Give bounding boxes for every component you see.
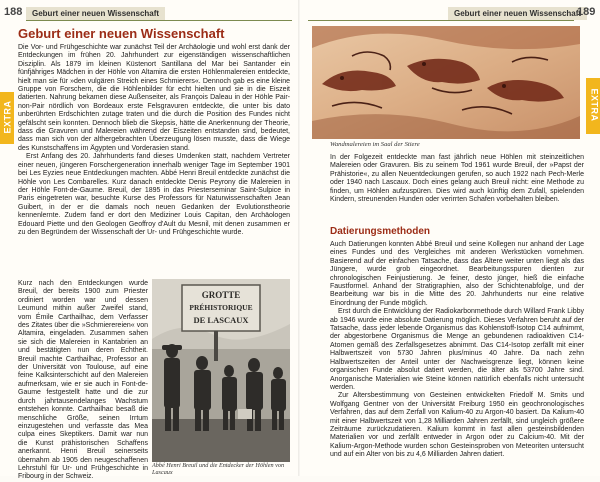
left-extra-tab (0, 92, 14, 144)
photo-illustration (152, 279, 290, 462)
sign-line-1: GROTTE (201, 290, 241, 300)
section-heading-datierungsmethoden: Datierungsmethoden (330, 226, 431, 237)
right-paragraph-2: Auch Datierungen konnten Abbé Breuil und seine Kollegen nur anhand der Lage eines Fundes und des Vergleiches mit anderen Werkstücken vornehmen. Basierend auf der einfachen Tatsache, dass das Ältere weiter unten liegt als das Jüngere, wurde grob eingeordnet. Bearbeitungsspuren dienten zur chronologischen Feinjustierung. Je feiner, desto jünger, hieß die einfache Faustformel. Anhand der Stratigraphien, also der Schichtenabfolge, und der Bearbeitung war bis in die Mitte des 20. Jahrhunderts nur eine relative Einordnung der Funde möglich. (330, 241, 584, 307)
right-paragraph-1: In der Folgezeit entdeckte man fast jährlich neue Höhlen mit steinzeitlichen Malereien oder Gravuren. Bis zu seinem Tod 1961 wurde Breuil, der »Papst der Prähistorie«, zu allen Neuentdeckungen gerufen, so auch 1922 nach Pech-Merle oder 1940 nach Lascaux. Doch eines gelang auch Breuil nicht: eine Methode zu finden, um Höhlen aufzuspüren. Dies wird auch künftig dem Zufall, spielenden Kindern, streunenden Hunden oder verirrten Schafen vorbehalten bleiben. (330, 154, 584, 204)
page-title: Geburt einer neuen Wissenschaft (18, 26, 225, 41)
left-header-label: Geburt einer neuen Wissenschaft (26, 7, 165, 20)
right-extra-tab (586, 78, 600, 134)
right-extra-tab-label: EXTRA (589, 88, 600, 122)
right-paragraph-4: Zur Altersbestimmung von Gesteinen entwickelten Friedolf M. Smits und Wolfgang Gentner von der Universität Freiburg 1950 ein geochronologisches Verfahren, das auf dem Zerfall von Kalium-40 zu Argon-40 basiert. Da Kalium-40 mit einer Halbwertszeit von 1,28 Milliarden Jahren zerfällt, sind ungleich größere Zeiträume zurückzudatieren. Kalium kommt in fast allen gesteinsbildenden Materialien vor und zerfällt entweder in Argon oder zu Calcium-40. Mit der Kalium-Argon-Methode wurden schon Gesteinsproben von Meteoriten untersucht und auf ein Alter von bis zu 4,6 Milliarden Jahren datiert. (330, 392, 584, 459)
cave-image-caption: Wandmalereien im Saal der Stiere (330, 141, 420, 148)
left-paragraph-1: Die Vor- und Frühgeschichte war zunächst Teil der Archäologie und wohl erst dank der Entdeckungen im frühen 20. Jahrhundert zur eigenständigen wissenschaftlichen Disziplin. Als 1879 im kleinen Küstenort Santillana del Mar bei Santander ein fünfjähriges Mädchen in der Höhle von Altamira die ersten Höhlenmalereien entdeckte, hielt man sie für »den vulgären Streich eines Schmierers«. Dennoch gab es eine kleine Gruppe von Forschern, die die Höhlenbilder für echt hielten und sie in die Eiszeit datierten. Nahrung bekamen diese Außenseiter, als François Daleau in der Höhle Pair-non-Pair nördlich von Bordeaux erste Felsgravuren entdeckte, die unter bis dato unberührten Erdschichten zutage traten und die durch die Position des Fundes nicht gefälscht sein konnten. Dennoch blieb die Skepsis, hätte die Anerkennung der Theorie, dass die Gravuren und Malereien während der Eiszeiten entstanden sind, bedeutet, dass man sich von der althergebrachten Überzeugung lösen musste, dass die Wiege des Kunstschaffens im Ägypten und Vorderasien stand. (18, 44, 290, 152)
left-paragraph-2: Erst Anfang des 20. Jahrhunderts fand dieses Umdenken statt, nachdem Vertreter einer neuen, jüngeren Forschergeneration innerhalb weniger Tage im September 1901 bei Les Eyzies neue Entdeckungen machten. Abbé Henri Breuil entdeckte zunächst die Höhle von Les Combarelles. Kurz danach entdeckte Denis Peyrony die Malereien in der Höhle Font-de-Gaume. Breuil, der 1895 in das Priesterseminar Saint-Sulpice in Paris eingetreten war, besuchte Kurse des Professors für Naturwissenschaften Jean Guibert, in der er die damals noch neuen Gedanken der Evolutionstheorie kennenlernte. Zudem fand er dort den Mediziner Louis Capitan, den Archäologen Edouard Piette und den Geologen Geoffroy d'Ault du Mesnil, mit denen zusammen er zu den Begründern der Wissenschaft der Ur- und Frühgeschichte wurde. (18, 153, 290, 236)
left-page-number: 188 (4, 6, 23, 18)
left-page-header (0, 6, 300, 22)
sign-line-3: DE LASCAUX (193, 315, 249, 325)
left-header-rule (26, 20, 292, 21)
right-page-number: 189 (577, 6, 596, 18)
sign-line-2: PRÉHISTORIQUE (189, 303, 253, 312)
right-page-header (300, 6, 600, 22)
left-body-text-top (18, 44, 290, 280)
lascaux-discoverers-photo (152, 279, 290, 462)
left-paragraph-3: Kurz nach den Entdeckungen wurde Breuil, der bereits 1900 zum Priester ordiniert worden war und dessen Leumund mithin außer Zweifel stand, vom Émile Carthailhac, dem Verfasser des Zitates über die »Schmierereien« von Altamira, eingeladen. Zusammen sahen sie sich die Malereien in Kantabrien an und bestätigten nun deren Echtheit. Breuil machte Carthailhac, Professor an der Universität von Toulouse, auf eine feine Kalksinterschicht auf den Malereien aufmerksam, wie er sie auch in Font-de-Gaume festgestellt hatte und die zur durch jahrtausendelanges Wachstum entstehen konnte. Carthailhac besaß die menschliche Größe, seinen Irrtum einzugestehen und verfasste das Mea culpa eines Skeptikers. Damit war nun die Kunst prähistorischen Schaffens anerkannt. Henri Breuil seinerseits übernahm ab 1905 den neugeschaffenen Lehrstuhl für Ur- und Frühgeschichte in Fribourg in der Schweiz. (18, 280, 148, 481)
cave-painting-image (312, 26, 580, 139)
left-extra-tab-label: EXTRA (2, 100, 13, 134)
right-header-label: Geburt einer neuen Wissenschaft (448, 7, 587, 20)
photo-caption: Abbé Henri Breuil und die Entdecker der Höhlen von Lascaux (152, 462, 285, 476)
right-body-text-top (330, 154, 584, 224)
right-header-rule (308, 20, 574, 21)
left-body-text-column (18, 280, 148, 481)
cave-painting-illustration (312, 26, 580, 139)
right-body-text-bottom (330, 241, 584, 473)
left-page (0, 0, 300, 481)
right-paragraph-3: Erst durch die Entwicklung der Radiokarbonmethode durch Willard Frank Libby ab 1946 wurde eine absolute Datierung möglich. Dieses Verfahren beruht auf der Tatsache, dass jeder lebende Organismus das Kohlenstoff-Isotop C14 aufnimmt, der abgestorbene Organismus die Menge an gebundenen radioaktiven C14-Atomen gemäß des Zerfallsgesetzes abnimmt. Das C14-Isotop zerfällt mit einer Halbwertszeit von 5730 Jahren plus/minus 40 Jahre. Da nach zehn Halbwertszeiten der Anteil unter der Nachweisgrenze liegt, können keine organischen Funde absolut datiert werden, die älter als 53700 Jahre sind. Anorganische Materialien wie Steine können natürlich ebenfalls nicht untersucht werden. (330, 308, 584, 391)
